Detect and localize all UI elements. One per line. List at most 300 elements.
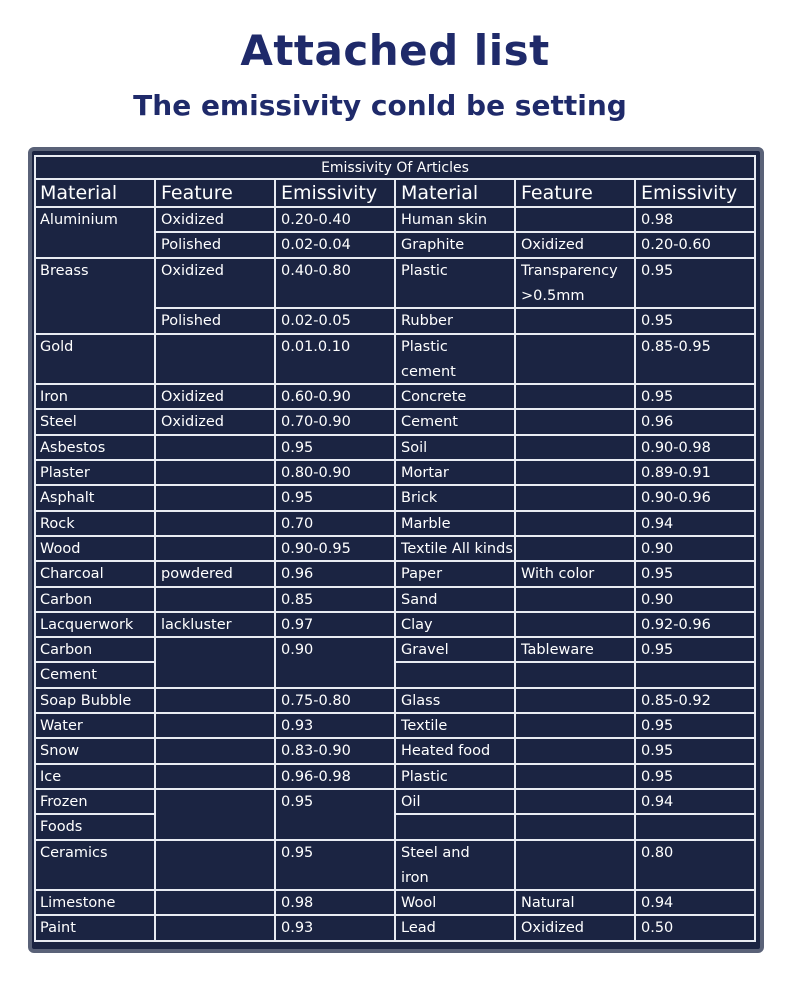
table-caption: Emissivity Of Articles [321, 160, 469, 176]
table-cell: Graphite [401, 237, 465, 254]
table-cell [161, 841, 273, 890]
table-cell: 0.95 [281, 844, 314, 861]
column-header: Emissivity [281, 182, 378, 204]
grid-line [274, 207, 276, 232]
grid-line [274, 334, 276, 385]
grid-line [394, 662, 396, 687]
grid-line [274, 890, 276, 915]
grid-line [634, 485, 636, 510]
table-cell [161, 588, 273, 611]
grid-line [154, 384, 156, 409]
table-cell [521, 663, 633, 686]
table-cell: Cement [401, 414, 458, 431]
table-cell [521, 537, 633, 560]
table-cell: Ice [40, 768, 62, 785]
table-cell [521, 461, 633, 484]
grid-line [634, 384, 636, 409]
grid-line [154, 814, 156, 839]
table-cell: 0.90 [641, 591, 674, 608]
grid-line [514, 334, 516, 385]
grid-line [634, 435, 636, 460]
table-cell: Polished [161, 237, 222, 254]
table-cell: 0.95 [641, 743, 674, 760]
table-cell [521, 208, 633, 231]
table-cell [521, 512, 633, 535]
column-header: Feature [161, 182, 233, 204]
table-cell: Plastic [401, 262, 448, 279]
grid-line [394, 789, 396, 814]
table-cell: Oxidized [521, 237, 584, 254]
table-cell [641, 815, 754, 838]
grid-line [154, 662, 156, 687]
grid-line [394, 637, 396, 662]
table-cell: 0.96 [641, 414, 674, 431]
grid-line [514, 536, 516, 561]
table-cell: 0.93 [281, 920, 314, 937]
table-cell [401, 663, 513, 686]
grid-line [154, 915, 156, 940]
grid-line [394, 460, 396, 485]
table-cell [161, 486, 273, 509]
table-cell: Oxidized [161, 212, 224, 228]
table-cell: 0.83-0.90 [281, 743, 351, 760]
table-cell: With color [521, 566, 595, 583]
table-cell: Marble [401, 515, 451, 532]
grid-line [634, 561, 636, 586]
table-cell: powdered [161, 566, 233, 583]
table-cell: 0.80 [641, 844, 674, 861]
table-cell: Limestone [40, 895, 116, 912]
grid-line [634, 662, 636, 687]
table-cell [281, 815, 393, 838]
table-cell: Snow [40, 743, 80, 760]
grid-line [154, 738, 156, 763]
grid-line [514, 637, 516, 662]
grid-line [514, 179, 516, 207]
table-cell: Brick [401, 490, 438, 507]
grid-line [514, 814, 516, 839]
table-cell: Tableware [521, 642, 594, 659]
grid-line [394, 232, 396, 257]
table-cell [521, 765, 633, 788]
table-cell: 0.92-0.96 [641, 616, 711, 633]
grid-line [634, 814, 636, 839]
grid-line [634, 308, 636, 333]
grid-line [394, 688, 396, 713]
grid-line [394, 536, 396, 561]
table-cell: 0.90-0.96 [641, 490, 711, 507]
table-cell: 0.97 [281, 616, 314, 633]
table-cell [161, 335, 273, 384]
table-cell: Rock [40, 515, 75, 532]
grid-line [514, 612, 516, 637]
grid-line [154, 232, 156, 257]
table-cell: 0.90-0.95 [281, 540, 351, 557]
table-cell: Human skin [401, 212, 488, 228]
table-cell: Plastic cement [401, 338, 456, 380]
grid-line [154, 511, 156, 536]
table-cell: 0.96 [281, 566, 314, 583]
table-cell: Breass [40, 262, 89, 279]
table-cell: Wood [40, 540, 81, 557]
grid-line [274, 536, 276, 561]
table-cell: 0.20-0.40 [281, 212, 351, 228]
table-cell: 0.75-0.80 [281, 692, 351, 709]
table-cell: Cement [40, 667, 97, 684]
table-cell: Gravel [401, 642, 449, 659]
table-cell: Charcoal [40, 566, 104, 583]
table-cell: 0.95 [641, 389, 674, 406]
grid-line [274, 662, 276, 687]
table-cell [401, 815, 513, 838]
grid-line [754, 155, 756, 941]
grid-line [274, 840, 276, 891]
grid-line [154, 587, 156, 612]
grid-line [634, 536, 636, 561]
table-cell [161, 436, 273, 459]
table-cell: Lead [401, 920, 436, 937]
grid-line [274, 384, 276, 409]
grid-line [514, 232, 516, 257]
grid-line [394, 409, 396, 434]
grid-line [154, 334, 156, 385]
grid-line [154, 637, 156, 662]
table-cell: Glass [401, 692, 441, 709]
grid-line [34, 155, 36, 941]
table-cell: 0.90 [281, 642, 314, 659]
table-cell: Oxidized [161, 414, 224, 431]
table-cell: Mortar [401, 465, 449, 481]
table-cell: 0.96-0.98 [281, 768, 351, 785]
grid-line [154, 713, 156, 738]
grid-line [274, 637, 276, 662]
grid-line [634, 713, 636, 738]
grid-line [154, 409, 156, 434]
grid-line [514, 384, 516, 409]
grid-line [514, 561, 516, 586]
page-subtitle: The emissivity conld be setting [133, 89, 627, 122]
grid-line [514, 688, 516, 713]
grid-line [634, 511, 636, 536]
table-cell: 0.60-0.90 [281, 389, 351, 406]
table-cell: 0.85-0.92 [641, 692, 711, 709]
table-cell: Steel and iron [401, 844, 470, 886]
table-cell: 0.89-0.91 [641, 465, 711, 481]
grid-line [634, 258, 636, 309]
table-top-border [34, 155, 756, 157]
table-cell: 0.95 [641, 768, 674, 785]
grid-line [634, 688, 636, 713]
grid-line [274, 511, 276, 536]
table-cell [161, 689, 273, 712]
grid-line [394, 435, 396, 460]
table-cell: 0.94 [641, 895, 674, 912]
grid-line [514, 460, 516, 485]
table-cell: 0.95 [281, 793, 314, 810]
grid-line [394, 485, 396, 510]
table-cell [161, 537, 273, 560]
table-cell [521, 436, 633, 459]
grid-line [274, 460, 276, 485]
grid-line [154, 485, 156, 510]
table-cell [161, 790, 273, 813]
table-cell: Transparency >0.5mm [521, 262, 618, 304]
table-cell [521, 335, 633, 384]
grid-line [634, 587, 636, 612]
grid-line [394, 890, 396, 915]
grid-line [634, 460, 636, 485]
table-cell: Textile [401, 718, 448, 734]
grid-line [514, 662, 516, 687]
table-cell: Wool [401, 895, 437, 912]
grid-line [634, 840, 636, 891]
grid-line [154, 612, 156, 637]
grid-line [394, 258, 396, 309]
grid-line [514, 764, 516, 789]
table-cell [161, 916, 273, 939]
grid-line [514, 435, 516, 460]
grid-line [514, 258, 516, 309]
table-cell: 0.70 [281, 515, 314, 532]
grid-line [394, 587, 396, 612]
table-cell: 0.80-0.90 [281, 465, 351, 481]
table-cell: 0.95 [641, 313, 674, 330]
table-cell: Plaster [40, 465, 90, 481]
table-cell: 0.95 [641, 566, 674, 583]
grid-line [154, 688, 156, 713]
grid-line [274, 179, 276, 207]
grid-line [634, 738, 636, 763]
table-cell: Sand [401, 591, 438, 608]
grid-line [154, 435, 156, 460]
grid-line [634, 637, 636, 662]
table-cell: Frozen [40, 793, 88, 810]
grid-line [394, 915, 396, 940]
grid-line [394, 738, 396, 763]
table-cell: 0.98 [641, 212, 674, 228]
table-cell: 0.94 [641, 515, 674, 532]
page-title: Attached list [240, 26, 550, 75]
grid-line [274, 561, 276, 586]
table-cell: Plastic [401, 768, 448, 785]
table-cell: 0.95 [641, 642, 674, 659]
grid-line [514, 789, 516, 814]
table-cell: Oil [401, 793, 421, 810]
table-cell: 0.95 [641, 262, 674, 279]
grid-line [634, 789, 636, 814]
table-cell: Iron [40, 389, 68, 406]
grid-line [394, 814, 396, 839]
grid-line [394, 612, 396, 637]
table-cell [161, 512, 273, 535]
table-cell: 0.98 [281, 895, 314, 912]
table-cell [161, 663, 273, 686]
grid-line [274, 258, 276, 309]
grid-line [274, 587, 276, 612]
table-cell [521, 790, 633, 813]
grid-line [394, 511, 396, 536]
table-cell [521, 714, 633, 737]
table-cell [161, 461, 273, 484]
grid-line [394, 764, 396, 789]
grid-line [634, 207, 636, 232]
grid-line [394, 334, 396, 385]
table-cell [161, 739, 273, 762]
grid-line [634, 915, 636, 940]
table-cell: 0.40-0.80 [281, 262, 351, 279]
table-cell: 0.95 [641, 718, 674, 734]
table-cell: Oxidized [521, 920, 584, 937]
grid-line [154, 840, 156, 891]
table-cell: Carbon [40, 642, 93, 659]
grid-line [274, 814, 276, 839]
table-cell: 0.93 [281, 718, 314, 734]
table-cell [521, 410, 633, 433]
grid-line [514, 587, 516, 612]
table-cell: 0.85 [281, 591, 314, 608]
table-cell: Heated food [401, 743, 491, 760]
table-cell [521, 689, 633, 712]
table-cell: Aluminium [40, 212, 118, 228]
table-cell: 0.94 [641, 793, 674, 810]
grid-line [514, 409, 516, 434]
grid-line [274, 308, 276, 333]
grid-line [154, 179, 156, 207]
table-cell: Ceramics [40, 844, 108, 861]
table-cell: 0.50 [641, 920, 674, 937]
table-cell [161, 714, 273, 737]
column-header: Material [40, 182, 118, 204]
table-cell: Steel [40, 414, 77, 431]
grid-line [274, 612, 276, 637]
grid-line [514, 713, 516, 738]
table-cell: Textile All kinds [401, 540, 513, 557]
table-cell [521, 486, 633, 509]
table-cell: Foods [40, 819, 83, 836]
table-cell: Water [40, 718, 83, 734]
table-cell: 0.95 [281, 490, 314, 507]
table-cell: Paint [40, 920, 76, 937]
table-cell: Oxidized [161, 389, 224, 406]
grid-line [514, 840, 516, 891]
table-cell: Soil [401, 439, 428, 456]
table-cell: Carbon [40, 591, 93, 608]
table-cell [521, 588, 633, 611]
table-cell: 0.70-0.90 [281, 414, 351, 431]
grid-line [274, 764, 276, 789]
table-cell [40, 233, 153, 256]
table-cell [161, 765, 273, 788]
table-cell: Oxidized [161, 262, 224, 279]
table-cell: 0.95 [281, 439, 314, 456]
grid-line [274, 688, 276, 713]
grid-line [154, 561, 156, 586]
grid-line [274, 409, 276, 434]
grid-line [634, 409, 636, 434]
table-cell: Lacquerwork [40, 616, 134, 633]
table-cell: 0.02-0.05 [281, 313, 351, 330]
column-header: Material [401, 182, 479, 204]
table-cell [521, 385, 633, 408]
grid-line [514, 308, 516, 333]
table-cell: 0.20-0.60 [641, 237, 711, 254]
grid-line [634, 612, 636, 637]
table-cell [521, 309, 633, 332]
grid-line [274, 738, 276, 763]
grid-line [634, 179, 636, 207]
table-cell [161, 815, 273, 838]
table-cell: Concrete [401, 389, 467, 406]
grid-line [154, 536, 156, 561]
grid-line [274, 232, 276, 257]
table-cell: Soap Bubble [40, 692, 132, 709]
grid-line [394, 840, 396, 891]
grid-line [394, 561, 396, 586]
grid-line [634, 334, 636, 385]
table-cell: Natural [521, 895, 575, 912]
grid-line [634, 764, 636, 789]
grid-line [394, 207, 396, 232]
table-cell [521, 739, 633, 762]
grid-line [154, 460, 156, 485]
grid-line [634, 232, 636, 257]
table-cell: Clay [401, 616, 433, 633]
grid-line [274, 915, 276, 940]
grid-line [274, 789, 276, 814]
grid-line [394, 713, 396, 738]
grid-line [634, 890, 636, 915]
table-cell: Paper [401, 566, 443, 583]
grid-line [154, 258, 156, 309]
grid-line [394, 179, 396, 207]
grid-line [514, 511, 516, 536]
grid-line [154, 890, 156, 915]
grid-line [154, 789, 156, 814]
column-header: Feature [521, 182, 593, 204]
grid-line [274, 713, 276, 738]
table-cell: 0.90-0.98 [641, 439, 711, 456]
table-cell: Asphalt [40, 490, 95, 507]
grid-line [154, 207, 156, 232]
grid-line [154, 308, 156, 333]
table-cell: 0.02-0.04 [281, 237, 351, 254]
table-cell [641, 663, 754, 686]
table-cell [521, 613, 633, 636]
grid-line [274, 485, 276, 510]
grid-line [394, 308, 396, 333]
table-cell: Rubber [401, 313, 453, 330]
table-cell [281, 663, 393, 686]
table-cell: lackluster [161, 616, 232, 633]
table-cell: Polished [161, 313, 222, 330]
grid-line [154, 764, 156, 789]
table-cell [161, 638, 273, 661]
grid-line [514, 890, 516, 915]
table-cell [40, 309, 153, 332]
emissivity-table [34, 155, 756, 945]
grid-line [514, 207, 516, 232]
table-cell: Gold [40, 338, 74, 355]
table-cell: 0.90 [641, 540, 674, 557]
grid-line [514, 485, 516, 510]
table-cell [521, 841, 633, 890]
grid-line [394, 384, 396, 409]
column-header: Emissivity [641, 182, 738, 204]
grid-line [514, 915, 516, 940]
table-cell [161, 891, 273, 914]
table-cell [521, 815, 633, 838]
table-cell: Asbestos [40, 439, 106, 456]
